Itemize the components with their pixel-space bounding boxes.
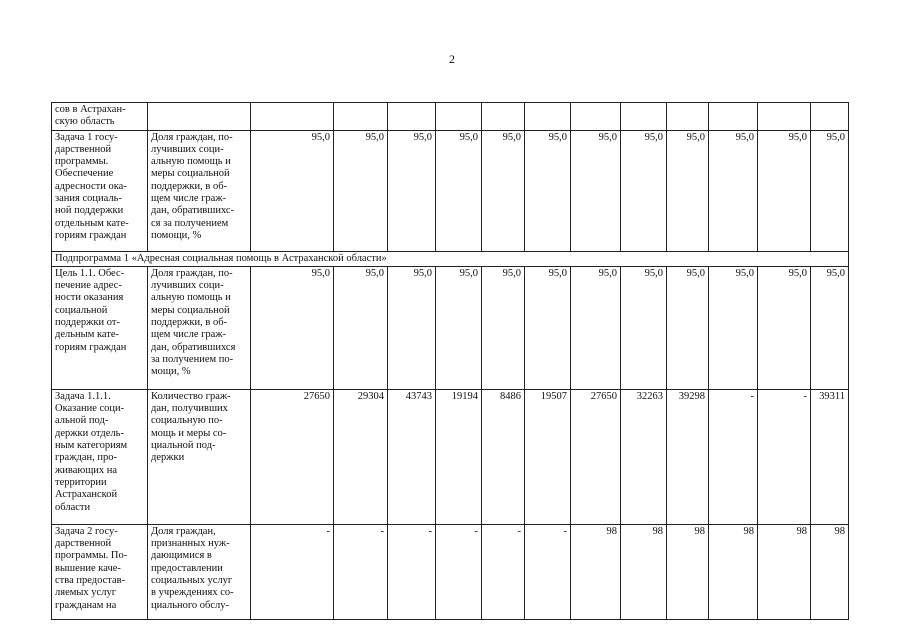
value-cell: [709, 103, 758, 131]
page-number: 2: [449, 52, 455, 66]
table-row: [52, 524, 849, 619]
value-cell: -: [251, 524, 334, 619]
value-cell: 8486: [482, 389, 525, 524]
value-cell: 29304: [334, 389, 388, 524]
indicator-text: Доля граждан, признанных нуж- дающимися в предоставлении социальных услуг в учреждениях со- циального обслу-: [151, 525, 234, 611]
value-cell: -: [334, 524, 388, 619]
value-cell: 95,0: [621, 130, 667, 251]
value-cell: 95,0: [571, 266, 621, 389]
value-cell: [482, 103, 525, 131]
value-cell: 95,0: [811, 130, 849, 251]
value-cell: 98: [811, 524, 849, 619]
value-cell: 95,0: [388, 266, 436, 389]
value-cell: 95,0: [667, 266, 709, 389]
value-cell: 19194: [436, 389, 482, 524]
value-cell: 27650: [251, 389, 334, 524]
value-cell: 98: [667, 524, 709, 619]
value-cell: 95,0: [482, 130, 525, 251]
task-cell: [52, 524, 148, 619]
value-cell: 43743: [388, 389, 436, 524]
value-cell: -: [436, 524, 482, 619]
indicator-cell: [148, 266, 251, 389]
value-cell: 95,0: [667, 130, 709, 251]
value-cell: 95,0: [621, 266, 667, 389]
value-cell: 95,0: [709, 130, 758, 251]
value-cell: 95,0: [436, 266, 482, 389]
subprogram-row: [52, 251, 849, 266]
value-cell: 98: [621, 524, 667, 619]
task-text: Цель 1.1. Обес- печение адрес- ности оказания социальной поддержки от- дельным кате- гориям граждан: [55, 267, 127, 353]
value-cell: 32263: [621, 389, 667, 524]
value-cell: 95,0: [811, 266, 849, 389]
value-cell: 98: [709, 524, 758, 619]
indicator-text: Количество граж- дан, получивших социальную по- мощь и меры со- циальной под- держки: [151, 390, 231, 464]
value-cell: [334, 103, 388, 131]
value-cell: [571, 103, 621, 131]
value-cell: 95,0: [758, 266, 811, 389]
task-text: сов в Астрахан- скую область: [55, 104, 126, 128]
value-cell: -: [709, 389, 758, 524]
task-cell: [52, 130, 148, 251]
value-cell: -: [758, 389, 811, 524]
value-cell: 95,0: [525, 266, 571, 389]
value-cell: 95,0: [251, 130, 334, 251]
task-cell: [52, 103, 148, 131]
value-cell: 95,0: [525, 130, 571, 251]
indicator-cell: [148, 103, 251, 131]
value-cell: 95,0: [571, 130, 621, 251]
value-cell: 95,0: [388, 130, 436, 251]
indicator-text: Доля граждан, по- лучивших соци- альную помощь и меры социальной поддержки, в об- щем числе граж- дан, обратившихс- ся за получением помощи, %: [151, 131, 235, 241]
indicator-table: [51, 102, 849, 620]
task-cell: [52, 389, 148, 524]
task-cell: [52, 266, 148, 389]
task-text: Задача 1.1.1. Оказание соци- альной под- держки отдель- ным категориям граждан, про- живающих на территории Астраханской области: [55, 390, 128, 513]
indicator-cell: [148, 130, 251, 251]
value-cell: 95,0: [334, 130, 388, 251]
value-cell: [758, 103, 811, 131]
table-row: [52, 103, 849, 131]
indicator-text: Доля граждан, по- лучивших соци- альную помощь и меры социальной поддержки, в об- щем числе граж- дан, обратившихся за получением по- мощи, %: [151, 267, 236, 378]
indicator-cell: [148, 389, 251, 524]
value-cell: 95,0: [709, 266, 758, 389]
value-cell: [667, 103, 709, 131]
table-row: [52, 130, 849, 251]
indicator-cell: [148, 524, 251, 619]
value-cell: 95,0: [334, 266, 388, 389]
table-body: [52, 103, 849, 620]
value-cell: -: [482, 524, 525, 619]
table-row: [52, 266, 849, 389]
task-text: Задача 2 госу- дарственной программы. По- вышение каче- ства предостав- ляемых услуг гражданам на: [55, 525, 128, 611]
value-cell: 95,0: [436, 130, 482, 251]
value-cell: 95,0: [251, 266, 334, 389]
value-cell: 39311: [811, 389, 849, 524]
value-cell: 39298: [667, 389, 709, 524]
value-cell: 19507: [525, 389, 571, 524]
value-cell: [525, 103, 571, 131]
value-cell: 98: [758, 524, 811, 619]
value-cell: [436, 103, 482, 131]
value-cell: 98: [571, 524, 621, 619]
task-text: Задача 1 госу- дарственной программы. Обеспечение адресности ока- зания социаль- ной поддержки отдельным кате- гориям граждан: [55, 131, 129, 241]
value-cell: -: [388, 524, 436, 619]
value-cell: [811, 103, 849, 131]
value-cell: 95,0: [482, 266, 525, 389]
value-cell: -: [525, 524, 571, 619]
table-row: [52, 389, 849, 524]
value-cell: 95,0: [758, 130, 811, 251]
value-cell: [621, 103, 667, 131]
value-cell: [251, 103, 334, 131]
subprogram-title: Подпрограмма 1 «Адресная социальная помощь в Астраханской области»: [52, 251, 849, 266]
value-cell: 27650: [571, 389, 621, 524]
value-cell: [388, 103, 436, 131]
